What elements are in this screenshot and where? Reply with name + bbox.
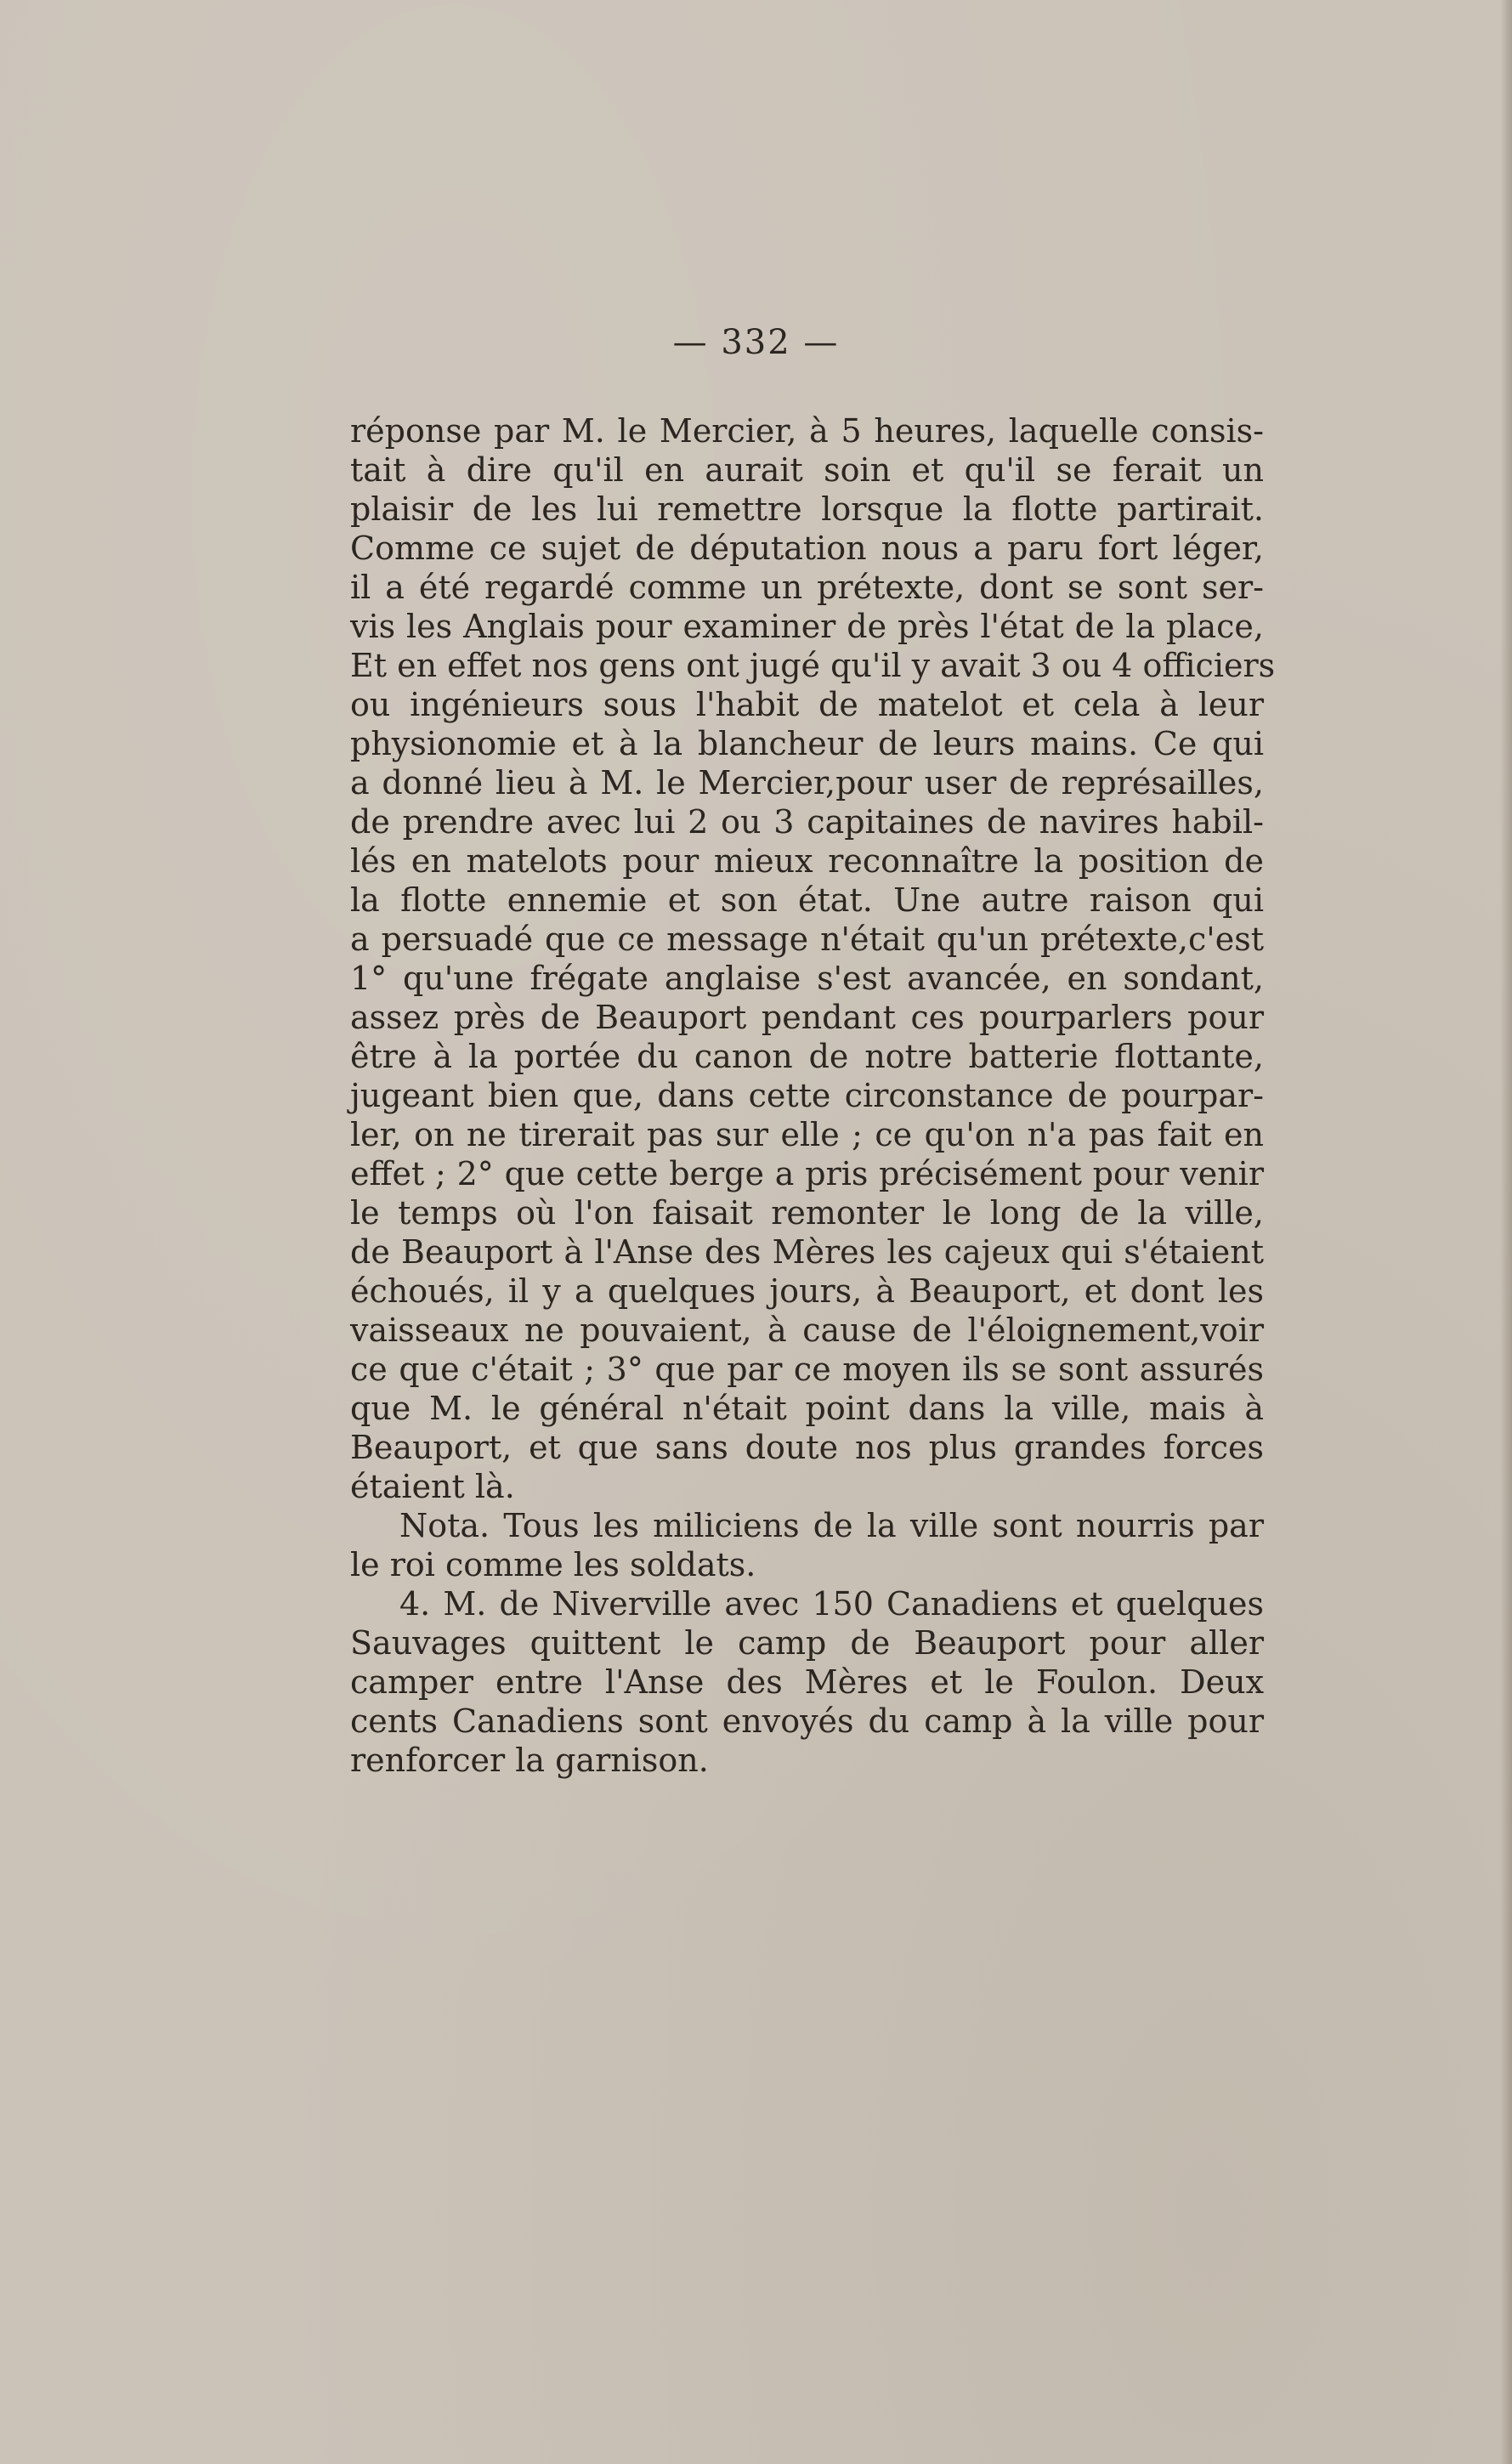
text-line: Et en effet nos gens ont jugé qu'il y avait 3 ou 4 officiers xyxy=(350,647,1276,684)
page-edge-shadow xyxy=(1500,0,1512,2464)
text-line: 1° qu'une frégate anglaise s'est avancée, en sondant, xyxy=(350,960,1264,997)
text-line: jugeant bien que, dans cette circonstance de pourpar- xyxy=(350,1077,1264,1114)
text-line: assez près de Beauport pendant ces pourparlers pour xyxy=(350,999,1264,1036)
text-line: physionomie et à la blancheur de leurs mains. Ce qui xyxy=(350,725,1264,762)
text-line: le roi comme les soldats. xyxy=(350,1546,756,1583)
text-line: être à la portée du canon de notre batterie flottante, xyxy=(350,1038,1264,1075)
text-line: le temps où l'on faisait remonter le long de la ville, xyxy=(350,1194,1264,1232)
text-line: camper entre l'Anse des Mères et le Foulon. Deux xyxy=(350,1663,1264,1701)
text-line: réponse par M. le Mercier, à 5 heures, laquelle consis- xyxy=(350,412,1264,450)
text-line: ou ingénieurs sous l'habit de matelot et cela à leur xyxy=(350,686,1264,723)
text-line: la flotte ennemie et son état. Une autre raison qui xyxy=(350,881,1264,919)
text-line: cents Canadiens sont envoyés du camp à la ville pour xyxy=(350,1702,1264,1740)
text-line: tait à dire qu'il en aurait soin et qu'il se ferait un xyxy=(350,451,1264,489)
text-line: effet ; 2° que cette berge a pris précisément pour venir xyxy=(350,1155,1264,1192)
text-line: vaisseaux ne pouvaient, à cause de l'éloignement,voir xyxy=(350,1311,1264,1349)
text-line: Sauvages quittent le camp de Beauport pour aller xyxy=(350,1624,1264,1662)
text-line: Comme ce sujet de députation nous a paru fort léger, xyxy=(350,530,1264,567)
text-line: renforcer la garnison. xyxy=(350,1742,709,1779)
text-line: plaisir de les lui remettre lorsque la flotte partirait. xyxy=(350,490,1264,528)
text-line: lés en matelots pour mieux reconnaître la position de xyxy=(350,842,1264,880)
text-line: de prendre avec lui 2 ou 3 capitaines de navires habil- xyxy=(350,803,1264,841)
page-number: — 332 — xyxy=(672,323,840,362)
text-line: vis les Anglais pour examiner de près l'état de la place, xyxy=(350,608,1264,645)
text-line: étaient là. xyxy=(350,1468,515,1505)
text-line: échoués, il y a quelques jours, à Beauport, et dont les xyxy=(350,1272,1264,1310)
text-line: Beauport, et que sans doute nos plus grandes forces xyxy=(350,1429,1264,1466)
text-line: a persuadé que ce message n'était qu'un prétexte,c'est xyxy=(350,920,1264,958)
body-text xyxy=(350,411,1276,1780)
text-line: que M. le général n'était point dans la ville, mais à xyxy=(350,1390,1264,1427)
text-line: de Beauport à l'Anse des Mères les cajeux qui s'étaient xyxy=(350,1233,1264,1271)
text-line: Nota. Tous les miliciens de la ville sont nourris par xyxy=(399,1507,1264,1544)
text-line: il a été regardé comme un prétexte, dont se sont ser- xyxy=(350,569,1264,606)
text-line: a donné lieu à M. le Mercier,pour user de représailles, xyxy=(350,764,1264,802)
text-line: ce que c'était ; 3° que par ce moyen ils se sont assurés xyxy=(350,1351,1264,1388)
text-line: 4. M. de Niverville avec 150 Canadiens et quelques xyxy=(399,1585,1264,1623)
text-line: ler, on ne tirerait pas sur elle ; ce qu'on n'a pas fait en xyxy=(350,1116,1264,1153)
